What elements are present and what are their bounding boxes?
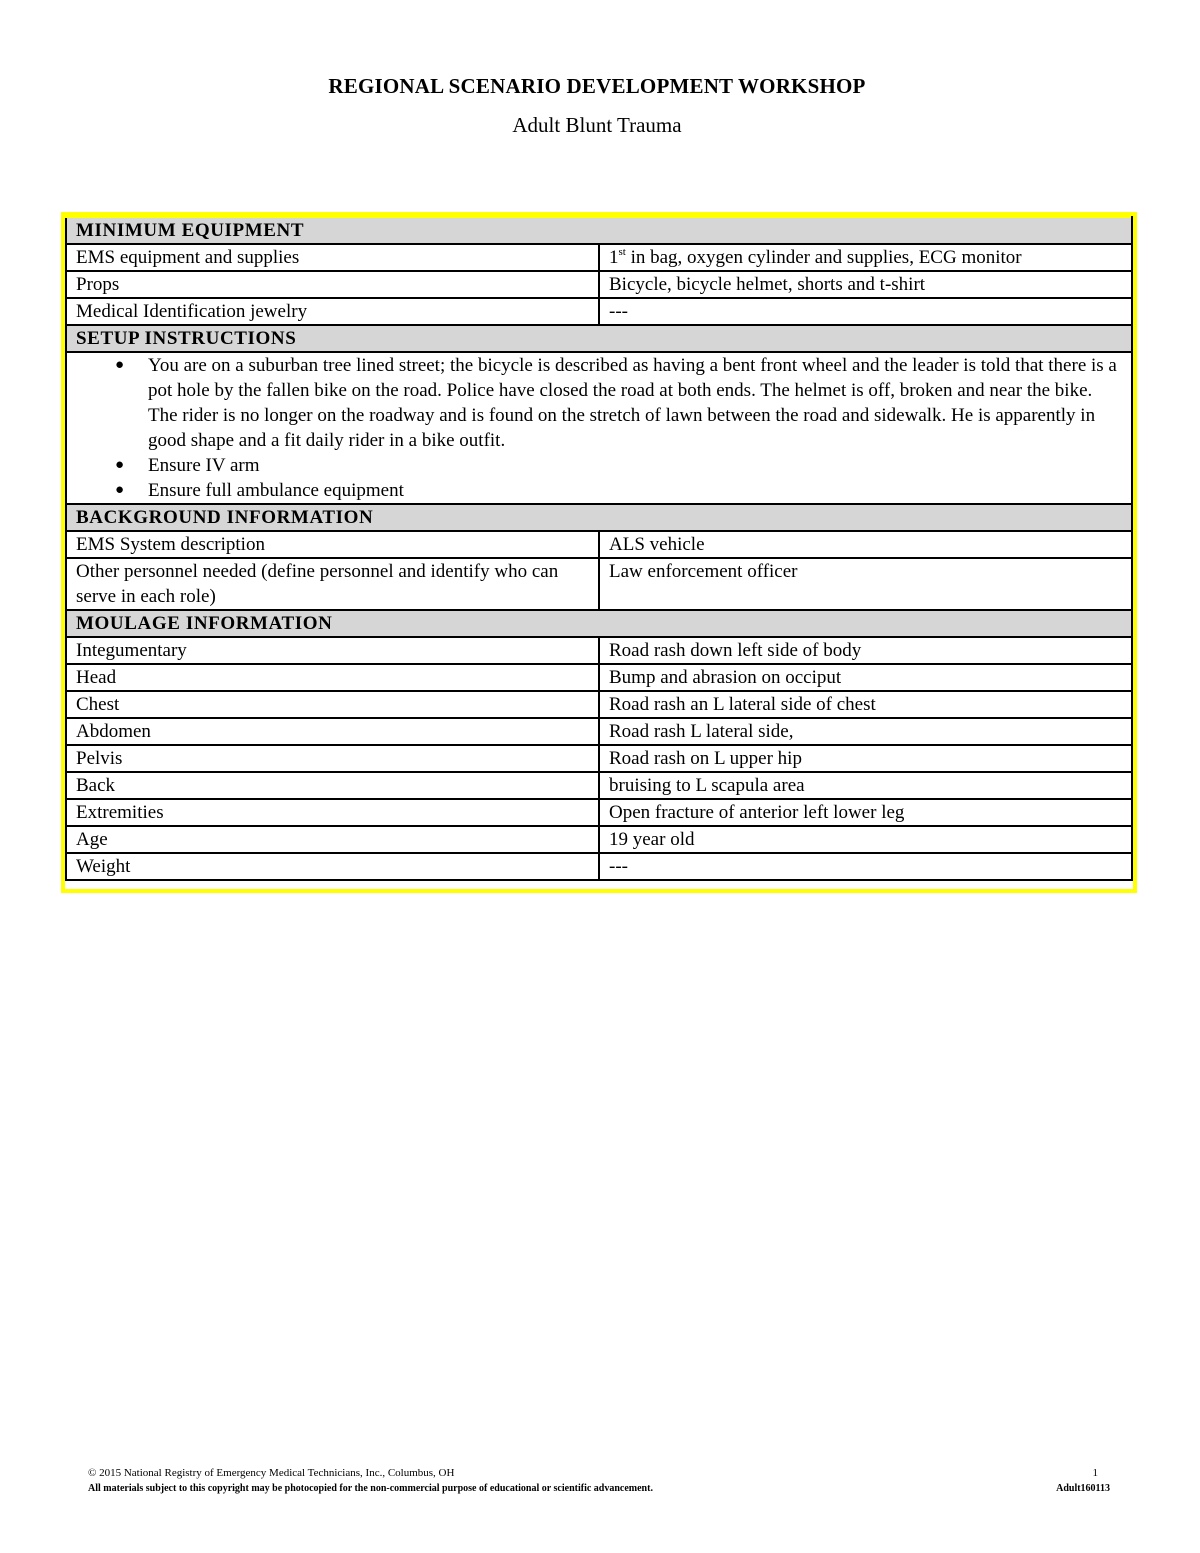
document-subtitle: Adult Blunt Trauma: [512, 113, 682, 137]
section-row-minimum-equipment: [66, 217, 1132, 244]
table-row: [66, 531, 1132, 558]
row-label: Weight: [66, 853, 599, 880]
row-label: EMS System description: [66, 531, 599, 558]
bullet-text: Ensure IV arm: [148, 455, 260, 476]
setup-instructions-cell: [66, 352, 1132, 504]
list-item: [115, 453, 1117, 478]
section-row-background-information: [66, 504, 1132, 531]
section-heading: BACKGROUND INFORMATION: [66, 504, 1132, 531]
table-row: [66, 298, 1132, 325]
bullet-text: You are on a suburban tree lined street; the bicycle is described as having a bent front wheel and the leader is told that there is a pot hole by the fallen bike on the road. Police have closed the road at both ends. The helmet is off, broken and near the bike. The rider is no longer on the roadway and is found on the stretch of lawn between the road and sidewalk. He is apparently in good shape and a fit daily rider in a bike outfit.: [148, 355, 1117, 451]
row-label: Back: [66, 772, 599, 799]
table-row: [66, 637, 1132, 664]
row-label: EMS equipment and supplies: [66, 244, 599, 271]
scenario-table: [65, 216, 1133, 881]
footer-notice: All materials subject to this copyright may be photocopied for the non-commercial purpose of educational or scientific advancement.: [88, 1483, 653, 1494]
row-value: Road rash an L lateral side of chest: [599, 691, 1132, 718]
row-value: 19 year old: [599, 826, 1132, 853]
row-value: Road rash on L upper hip: [599, 745, 1132, 772]
superscript: st: [618, 245, 626, 258]
row-value: ---: [599, 298, 1132, 325]
table-row: [66, 745, 1132, 772]
row-value: Open fracture of anterior left lower leg: [599, 799, 1132, 826]
row-label: Extremities: [66, 799, 599, 826]
bullet-icon: ●: [115, 357, 125, 373]
footer-document-code: Adult160113: [1056, 1483, 1110, 1494]
section-heading: SETUP INSTRUCTIONS: [66, 325, 1132, 352]
row-label: Other personnel needed (define personnel and identify who can serve in each role): [66, 558, 599, 610]
footer-copyright: © 2015 National Registry of Emergency Medical Technicians, Inc., Columbus, OH: [88, 1467, 455, 1479]
superscript-base: 1: [609, 247, 619, 268]
value-text: in bag, oxygen cylinder and supplies, ECG monitor: [625, 247, 1022, 268]
table-row: [66, 558, 1132, 610]
table-row: [66, 772, 1132, 799]
row-label: Age: [66, 826, 599, 853]
table-row: [66, 853, 1132, 880]
row-value: [599, 244, 1132, 271]
section-row-setup-instructions: [66, 325, 1132, 352]
table-row: [66, 799, 1132, 826]
row-label: Head: [66, 664, 599, 691]
table-row: [66, 826, 1132, 853]
row-label: Integumentary: [66, 637, 599, 664]
row-value: Road rash down left side of body: [599, 637, 1132, 664]
list-item: [115, 353, 1117, 453]
row-label: Pelvis: [66, 745, 599, 772]
row-value: bruising to L scapula area: [599, 772, 1132, 799]
table-row: [66, 244, 1132, 271]
table-row: [66, 718, 1132, 745]
row-value: ---: [599, 853, 1132, 880]
section-heading: MOULAGE INFORMATION: [66, 610, 1132, 637]
bullet-icon: ●: [115, 482, 125, 498]
table-row: [66, 691, 1132, 718]
row-value: Law enforcement officer: [599, 558, 1132, 610]
row-value: Road rash L lateral side,: [599, 718, 1132, 745]
bullet-text: Ensure full ambulance equipment: [148, 480, 404, 501]
row-label: Abdomen: [66, 718, 599, 745]
document-title: REGIONAL SCENARIO DEVELOPMENT WORKSHOP: [328, 74, 866, 98]
row-label: Medical Identification jewelry: [66, 298, 599, 325]
table-row: [66, 271, 1132, 298]
row-value: ALS vehicle: [599, 531, 1132, 558]
section-heading: MINIMUM EQUIPMENT: [66, 217, 1132, 244]
row-label: Chest: [66, 691, 599, 718]
row-label: Props: [66, 271, 599, 298]
bullet-icon: ●: [115, 457, 125, 473]
section-row-moulage-information: [66, 610, 1132, 637]
list-item: [115, 478, 1117, 503]
table-row: [66, 664, 1132, 691]
table-row: [66, 352, 1132, 504]
row-value: Bump and abrasion on occiput: [599, 664, 1132, 691]
setup-bullet-list: [76, 353, 1117, 503]
row-value: Bicycle, bicycle helmet, shorts and t-shirt: [599, 271, 1132, 298]
footer-page-number: 1: [1092, 1467, 1098, 1479]
